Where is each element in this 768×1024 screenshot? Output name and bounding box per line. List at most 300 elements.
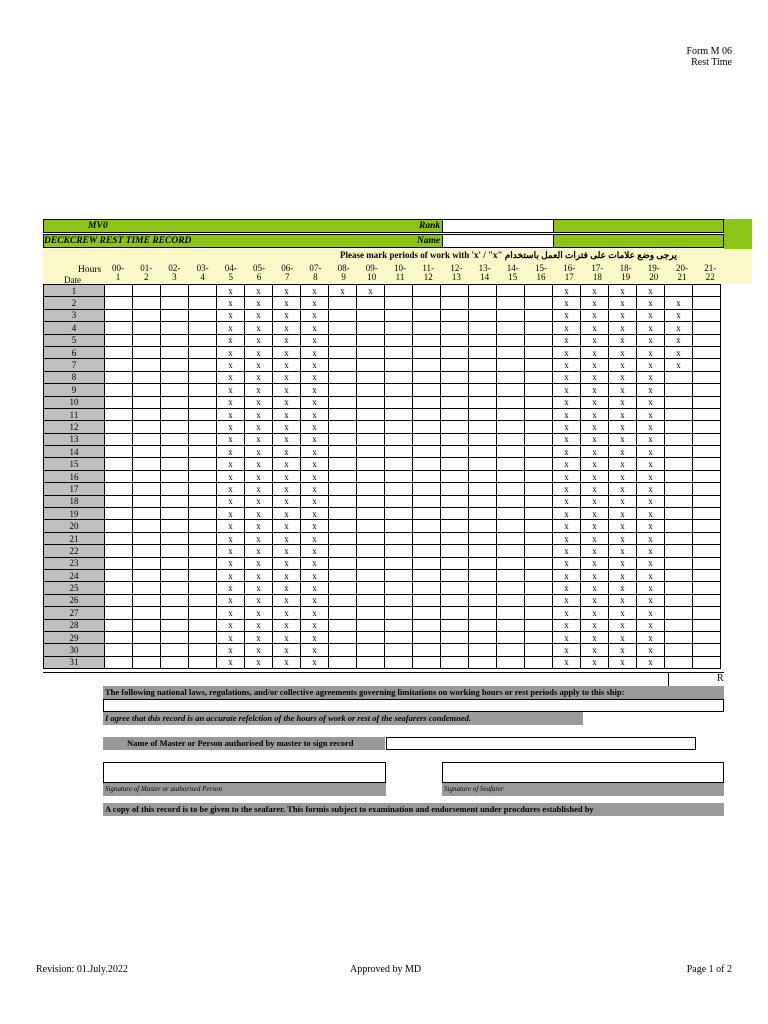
hour-cell[interactable]: x bbox=[245, 359, 273, 371]
hour-cell[interactable]: x bbox=[581, 458, 609, 470]
hour-cell[interactable] bbox=[441, 408, 469, 420]
hour-cell[interactable]: x bbox=[609, 346, 637, 358]
hour-cell[interactable]: x bbox=[273, 557, 301, 569]
hour-cell[interactable] bbox=[105, 384, 133, 396]
hour-cell[interactable]: x bbox=[273, 297, 301, 309]
hour-cell[interactable] bbox=[441, 594, 469, 606]
hour-cell[interactable]: x bbox=[273, 359, 301, 371]
hour-cell[interactable] bbox=[105, 359, 133, 371]
hour-cell[interactable] bbox=[329, 458, 357, 470]
hour-cell[interactable] bbox=[329, 508, 357, 520]
hour-cell[interactable]: x bbox=[609, 545, 637, 557]
hour-cell[interactable] bbox=[693, 470, 721, 482]
hour-cell[interactable]: x bbox=[581, 532, 609, 544]
hour-cell[interactable] bbox=[693, 545, 721, 557]
hour-cell[interactable]: x bbox=[637, 631, 665, 643]
hour-cell[interactable] bbox=[385, 470, 413, 482]
hour-cell[interactable] bbox=[189, 644, 217, 656]
hour-cell[interactable]: x bbox=[273, 495, 301, 507]
hour-cell[interactable] bbox=[441, 297, 469, 309]
hour-cell[interactable] bbox=[665, 446, 693, 458]
hour-cell[interactable]: x bbox=[637, 532, 665, 544]
hour-cell[interactable] bbox=[525, 408, 553, 420]
hour-cell[interactable] bbox=[133, 371, 161, 383]
hour-cell[interactable]: x bbox=[553, 520, 581, 532]
hour-cell[interactable]: x bbox=[245, 322, 273, 334]
hour-cell[interactable]: x bbox=[637, 656, 665, 668]
hour-cell[interactable]: x bbox=[609, 309, 637, 321]
hour-cell[interactable]: x bbox=[273, 346, 301, 358]
hour-cell[interactable]: x bbox=[637, 285, 665, 297]
hour-cell[interactable]: x bbox=[245, 446, 273, 458]
hour-cell[interactable]: x bbox=[245, 508, 273, 520]
hour-cell[interactable] bbox=[693, 309, 721, 321]
hour-cell[interactable] bbox=[189, 334, 217, 346]
hour-cell[interactable] bbox=[497, 631, 525, 643]
hour-cell[interactable] bbox=[385, 483, 413, 495]
hour-cell[interactable]: x bbox=[273, 458, 301, 470]
hour-cell[interactable]: x bbox=[581, 297, 609, 309]
hour-cell[interactable] bbox=[105, 421, 133, 433]
hour-cell[interactable] bbox=[497, 408, 525, 420]
hour-cell[interactable] bbox=[189, 458, 217, 470]
hour-cell[interactable] bbox=[469, 421, 497, 433]
hour-cell[interactable] bbox=[469, 594, 497, 606]
hour-cell[interactable]: x bbox=[301, 297, 329, 309]
hour-cell[interactable] bbox=[525, 297, 553, 309]
hour-cell[interactable] bbox=[469, 483, 497, 495]
hour-cell[interactable]: x bbox=[553, 458, 581, 470]
hour-cell[interactable] bbox=[665, 569, 693, 581]
hour-cell[interactable] bbox=[385, 557, 413, 569]
hour-cell[interactable] bbox=[385, 297, 413, 309]
hour-cell[interactable]: x bbox=[581, 285, 609, 297]
hour-cell[interactable] bbox=[693, 520, 721, 532]
hour-cell[interactable]: x bbox=[665, 359, 693, 371]
hour-cell[interactable]: x bbox=[217, 545, 245, 557]
hour-cell[interactable] bbox=[189, 446, 217, 458]
hour-cell[interactable]: x bbox=[217, 495, 245, 507]
hour-cell[interactable] bbox=[469, 569, 497, 581]
hour-cell[interactable] bbox=[189, 322, 217, 334]
hour-cell[interactable] bbox=[413, 297, 441, 309]
hour-cell[interactable] bbox=[161, 309, 189, 321]
hour-cell[interactable] bbox=[105, 458, 133, 470]
hour-cell[interactable] bbox=[161, 446, 189, 458]
hour-cell[interactable] bbox=[665, 371, 693, 383]
hour-cell[interactable] bbox=[329, 631, 357, 643]
hour-cell[interactable] bbox=[441, 508, 469, 520]
hour-cell[interactable] bbox=[441, 483, 469, 495]
hour-cell[interactable] bbox=[469, 408, 497, 420]
hour-cell[interactable]: x bbox=[553, 285, 581, 297]
hour-cell[interactable]: x bbox=[301, 396, 329, 408]
hour-cell[interactable]: x bbox=[301, 446, 329, 458]
hour-cell[interactable] bbox=[469, 631, 497, 643]
hour-cell[interactable]: x bbox=[553, 334, 581, 346]
hour-cell[interactable] bbox=[525, 285, 553, 297]
hour-cell[interactable]: x bbox=[581, 309, 609, 321]
hour-cell[interactable] bbox=[525, 495, 553, 507]
hour-cell[interactable] bbox=[413, 508, 441, 520]
hour-cell[interactable]: x bbox=[553, 359, 581, 371]
hour-cell[interactable] bbox=[525, 594, 553, 606]
hour-cell[interactable] bbox=[497, 619, 525, 631]
hour-cell[interactable] bbox=[693, 557, 721, 569]
hour-cell[interactable] bbox=[665, 594, 693, 606]
hour-cell[interactable]: x bbox=[637, 557, 665, 569]
hour-cell[interactable]: x bbox=[245, 346, 273, 358]
hour-cell[interactable] bbox=[189, 421, 217, 433]
hour-cell[interactable] bbox=[105, 433, 133, 445]
hour-cell[interactable] bbox=[357, 371, 385, 383]
hour-cell[interactable]: x bbox=[273, 545, 301, 557]
hour-cell[interactable] bbox=[105, 408, 133, 420]
hour-cell[interactable] bbox=[469, 470, 497, 482]
hour-cell[interactable] bbox=[329, 582, 357, 594]
hour-cell[interactable] bbox=[133, 446, 161, 458]
hour-cell[interactable] bbox=[441, 582, 469, 594]
hour-cell[interactable] bbox=[693, 433, 721, 445]
master-signature-field[interactable] bbox=[103, 762, 386, 783]
hour-cell[interactable] bbox=[693, 495, 721, 507]
hour-cell[interactable]: x bbox=[245, 309, 273, 321]
hour-cell[interactable] bbox=[133, 520, 161, 532]
hour-cell[interactable]: x bbox=[637, 495, 665, 507]
hour-cell[interactable] bbox=[665, 545, 693, 557]
hour-cell[interactable] bbox=[189, 396, 217, 408]
hour-cell[interactable]: x bbox=[553, 557, 581, 569]
hour-cell[interactable]: x bbox=[245, 470, 273, 482]
hour-cell[interactable]: x bbox=[273, 470, 301, 482]
hour-cell[interactable] bbox=[469, 495, 497, 507]
hour-cell[interactable] bbox=[665, 396, 693, 408]
hour-cell[interactable] bbox=[693, 631, 721, 643]
hour-cell[interactable] bbox=[665, 557, 693, 569]
hour-cell[interactable] bbox=[413, 644, 441, 656]
hour-cell[interactable]: x bbox=[553, 346, 581, 358]
hour-cell[interactable]: x bbox=[245, 557, 273, 569]
hour-cell[interactable] bbox=[665, 470, 693, 482]
hour-cell[interactable]: x bbox=[637, 371, 665, 383]
hour-cell[interactable] bbox=[469, 520, 497, 532]
hour-cell[interactable]: x bbox=[301, 508, 329, 520]
hour-cell[interactable]: x bbox=[553, 470, 581, 482]
hour-cell[interactable] bbox=[385, 532, 413, 544]
hour-cell[interactable]: x bbox=[217, 346, 245, 358]
hour-cell[interactable]: x bbox=[301, 582, 329, 594]
hour-cell[interactable] bbox=[665, 408, 693, 420]
hour-cell[interactable] bbox=[385, 582, 413, 594]
hour-cell[interactable] bbox=[497, 607, 525, 619]
hour-cell[interactable] bbox=[357, 532, 385, 544]
hour-cell[interactable]: x bbox=[245, 631, 273, 643]
hour-cell[interactable] bbox=[665, 644, 693, 656]
hour-cell[interactable] bbox=[693, 346, 721, 358]
hour-cell[interactable]: x bbox=[637, 483, 665, 495]
hour-cell[interactable]: x bbox=[273, 384, 301, 396]
hour-cell[interactable] bbox=[357, 297, 385, 309]
hour-cell[interactable] bbox=[441, 346, 469, 358]
hour-cell[interactable] bbox=[665, 458, 693, 470]
hour-cell[interactable] bbox=[189, 371, 217, 383]
hour-cell[interactable]: x bbox=[553, 594, 581, 606]
hour-cell[interactable]: x bbox=[581, 470, 609, 482]
hour-cell[interactable] bbox=[105, 594, 133, 606]
hour-cell[interactable]: x bbox=[609, 371, 637, 383]
hour-cell[interactable] bbox=[133, 346, 161, 358]
hour-cell[interactable]: x bbox=[581, 619, 609, 631]
hour-cell[interactable] bbox=[105, 569, 133, 581]
hour-cell[interactable] bbox=[329, 334, 357, 346]
hour-cell[interactable]: x bbox=[217, 396, 245, 408]
hour-cell[interactable]: x bbox=[217, 644, 245, 656]
hour-cell[interactable]: x bbox=[581, 334, 609, 346]
hour-cell[interactable] bbox=[105, 495, 133, 507]
hour-cell[interactable] bbox=[189, 582, 217, 594]
hour-cell[interactable]: x bbox=[245, 656, 273, 668]
hour-cell[interactable] bbox=[525, 458, 553, 470]
hour-cell[interactable] bbox=[357, 334, 385, 346]
hour-cell[interactable] bbox=[329, 557, 357, 569]
hour-cell[interactable]: x bbox=[553, 569, 581, 581]
hour-cell[interactable] bbox=[133, 656, 161, 668]
hour-cell[interactable] bbox=[385, 607, 413, 619]
hour-cell[interactable]: x bbox=[553, 446, 581, 458]
hour-cell[interactable]: x bbox=[581, 371, 609, 383]
hour-cell[interactable] bbox=[357, 322, 385, 334]
hour-cell[interactable] bbox=[189, 470, 217, 482]
hour-cell[interactable] bbox=[665, 433, 693, 445]
hour-cell[interactable]: x bbox=[217, 334, 245, 346]
hour-cell[interactable] bbox=[413, 408, 441, 420]
hour-cell[interactable]: x bbox=[245, 458, 273, 470]
hour-cell[interactable] bbox=[189, 309, 217, 321]
hour-cell[interactable] bbox=[441, 421, 469, 433]
hour-cell[interactable] bbox=[469, 297, 497, 309]
hour-cell[interactable]: x bbox=[357, 285, 385, 297]
hour-cell[interactable]: x bbox=[609, 644, 637, 656]
hour-cell[interactable] bbox=[105, 297, 133, 309]
hour-cell[interactable]: x bbox=[609, 520, 637, 532]
rank-field[interactable] bbox=[442, 219, 554, 233]
hour-cell[interactable] bbox=[469, 433, 497, 445]
hour-cell[interactable] bbox=[693, 582, 721, 594]
hour-cell[interactable]: x bbox=[581, 582, 609, 594]
hour-cell[interactable]: x bbox=[273, 446, 301, 458]
hour-cell[interactable] bbox=[497, 359, 525, 371]
hour-cell[interactable] bbox=[413, 532, 441, 544]
hour-cell[interactable] bbox=[497, 297, 525, 309]
hour-cell[interactable]: x bbox=[217, 619, 245, 631]
hour-cell[interactable] bbox=[441, 334, 469, 346]
hour-cell[interactable] bbox=[385, 458, 413, 470]
hour-cell[interactable]: x bbox=[301, 346, 329, 358]
hour-cell[interactable]: x bbox=[301, 619, 329, 631]
hour-cell[interactable]: x bbox=[217, 433, 245, 445]
hour-cell[interactable] bbox=[469, 532, 497, 544]
hour-cell[interactable] bbox=[441, 446, 469, 458]
hour-cell[interactable]: x bbox=[637, 520, 665, 532]
hour-cell[interactable] bbox=[357, 470, 385, 482]
hour-cell[interactable]: x bbox=[637, 421, 665, 433]
hour-cell[interactable] bbox=[413, 433, 441, 445]
hour-cell[interactable] bbox=[385, 309, 413, 321]
hour-cell[interactable] bbox=[385, 495, 413, 507]
hour-cell[interactable] bbox=[441, 371, 469, 383]
hour-cell[interactable] bbox=[525, 656, 553, 668]
hour-cell[interactable]: x bbox=[301, 656, 329, 668]
hour-cell[interactable] bbox=[665, 384, 693, 396]
hour-cell[interactable]: x bbox=[553, 619, 581, 631]
hour-cell[interactable] bbox=[497, 396, 525, 408]
hour-cell[interactable] bbox=[133, 297, 161, 309]
hour-cell[interactable] bbox=[385, 656, 413, 668]
hour-cell[interactable]: x bbox=[301, 309, 329, 321]
hour-cell[interactable] bbox=[105, 346, 133, 358]
hour-cell[interactable] bbox=[329, 470, 357, 482]
hour-cell[interactable] bbox=[693, 508, 721, 520]
hour-cell[interactable]: x bbox=[609, 557, 637, 569]
hour-cell[interactable] bbox=[441, 309, 469, 321]
hour-cell[interactable]: x bbox=[245, 619, 273, 631]
hour-cell[interactable] bbox=[329, 545, 357, 557]
vessel-value[interactable]: 0 bbox=[103, 221, 108, 231]
hour-cell[interactable]: x bbox=[581, 520, 609, 532]
hour-cell[interactable]: x bbox=[665, 322, 693, 334]
hour-cell[interactable]: x bbox=[637, 433, 665, 445]
hour-cell[interactable] bbox=[105, 334, 133, 346]
hour-cell[interactable] bbox=[413, 569, 441, 581]
hour-cell[interactable]: x bbox=[637, 334, 665, 346]
hour-cell[interactable]: x bbox=[581, 545, 609, 557]
hour-cell[interactable]: x bbox=[301, 569, 329, 581]
hour-cell[interactable] bbox=[105, 631, 133, 643]
hour-cell[interactable] bbox=[105, 371, 133, 383]
hour-cell[interactable] bbox=[329, 656, 357, 668]
hour-cell[interactable] bbox=[161, 508, 189, 520]
hour-cell[interactable] bbox=[385, 508, 413, 520]
hour-cell[interactable] bbox=[469, 508, 497, 520]
hour-cell[interactable]: x bbox=[301, 631, 329, 643]
hour-cell[interactable] bbox=[105, 446, 133, 458]
hour-cell[interactable]: x bbox=[609, 483, 637, 495]
hour-cell[interactable] bbox=[665, 421, 693, 433]
hour-cell[interactable]: x bbox=[217, 458, 245, 470]
hour-cell[interactable] bbox=[105, 285, 133, 297]
hour-cell[interactable]: x bbox=[581, 446, 609, 458]
hour-cell[interactable]: x bbox=[273, 631, 301, 643]
hour-cell[interactable]: x bbox=[581, 433, 609, 445]
hour-cell[interactable]: x bbox=[665, 297, 693, 309]
hour-cell[interactable] bbox=[357, 433, 385, 445]
hour-cell[interactable] bbox=[441, 607, 469, 619]
hour-cell[interactable] bbox=[357, 446, 385, 458]
hour-cell[interactable] bbox=[497, 470, 525, 482]
hour-cell[interactable] bbox=[357, 557, 385, 569]
hour-cell[interactable]: x bbox=[637, 446, 665, 458]
hour-cell[interactable] bbox=[329, 619, 357, 631]
hour-cell[interactable]: x bbox=[217, 532, 245, 544]
hour-cell[interactable] bbox=[329, 483, 357, 495]
hour-cell[interactable] bbox=[133, 607, 161, 619]
hour-cell[interactable] bbox=[133, 631, 161, 643]
hour-cell[interactable] bbox=[497, 545, 525, 557]
hour-cell[interactable] bbox=[133, 458, 161, 470]
hour-cell[interactable]: x bbox=[217, 483, 245, 495]
hour-cell[interactable] bbox=[693, 656, 721, 668]
hour-cell[interactable]: x bbox=[301, 334, 329, 346]
hour-cell[interactable] bbox=[693, 322, 721, 334]
hour-cell[interactable] bbox=[105, 607, 133, 619]
hour-cell[interactable] bbox=[525, 359, 553, 371]
hour-cell[interactable]: x bbox=[329, 285, 357, 297]
hour-cell[interactable] bbox=[189, 297, 217, 309]
hour-cell[interactable] bbox=[133, 285, 161, 297]
hour-cell[interactable] bbox=[357, 545, 385, 557]
hour-cell[interactable]: x bbox=[553, 545, 581, 557]
hour-cell[interactable] bbox=[413, 607, 441, 619]
hour-cell[interactable] bbox=[385, 384, 413, 396]
hour-cell[interactable] bbox=[329, 396, 357, 408]
hour-cell[interactable]: x bbox=[609, 421, 637, 433]
hour-cell[interactable]: x bbox=[609, 285, 637, 297]
hour-cell[interactable] bbox=[469, 322, 497, 334]
hour-cell[interactable] bbox=[497, 458, 525, 470]
hour-cell[interactable] bbox=[161, 346, 189, 358]
hour-cell[interactable] bbox=[385, 433, 413, 445]
hour-cell[interactable]: x bbox=[301, 520, 329, 532]
hour-cell[interactable] bbox=[161, 371, 189, 383]
hour-cell[interactable] bbox=[413, 631, 441, 643]
hour-cell[interactable] bbox=[385, 371, 413, 383]
hour-cell[interactable]: x bbox=[217, 421, 245, 433]
hour-cell[interactable] bbox=[525, 631, 553, 643]
hour-cell[interactable] bbox=[413, 421, 441, 433]
hour-cell[interactable] bbox=[469, 285, 497, 297]
hour-cell[interactable] bbox=[441, 569, 469, 581]
hour-cell[interactable] bbox=[161, 359, 189, 371]
hour-cell[interactable] bbox=[469, 384, 497, 396]
hour-cell[interactable] bbox=[329, 520, 357, 532]
hour-cell[interactable]: x bbox=[273, 619, 301, 631]
hour-cell[interactable]: x bbox=[301, 384, 329, 396]
hour-cell[interactable] bbox=[413, 322, 441, 334]
hour-cell[interactable]: x bbox=[637, 607, 665, 619]
hour-cell[interactable] bbox=[329, 607, 357, 619]
hour-cell[interactable]: x bbox=[217, 359, 245, 371]
hour-cell[interactable]: x bbox=[217, 656, 245, 668]
hour-cell[interactable] bbox=[133, 619, 161, 631]
hour-cell[interactable] bbox=[385, 545, 413, 557]
hour-cell[interactable] bbox=[469, 619, 497, 631]
hour-cell[interactable]: x bbox=[609, 359, 637, 371]
hour-cell[interactable] bbox=[357, 309, 385, 321]
hour-cell[interactable] bbox=[693, 334, 721, 346]
hour-cell[interactable] bbox=[693, 607, 721, 619]
hour-cell[interactable]: x bbox=[301, 607, 329, 619]
hour-cell[interactable]: x bbox=[609, 607, 637, 619]
hour-cell[interactable] bbox=[357, 582, 385, 594]
hour-cell[interactable] bbox=[189, 483, 217, 495]
hour-cell[interactable] bbox=[189, 619, 217, 631]
hour-cell[interactable] bbox=[693, 359, 721, 371]
hour-cell[interactable]: x bbox=[245, 433, 273, 445]
hour-cell[interactable]: x bbox=[217, 322, 245, 334]
hour-cell[interactable]: x bbox=[301, 470, 329, 482]
hour-cell[interactable]: x bbox=[581, 631, 609, 643]
hour-cell[interactable]: x bbox=[273, 433, 301, 445]
